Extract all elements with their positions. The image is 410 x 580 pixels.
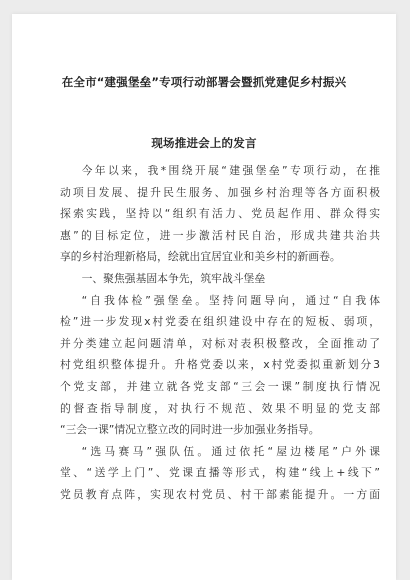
document-page — [12, 14, 396, 580]
body-line: 堂、“送学上门”、党课直播等形式，构建“线上+线下” — [60, 466, 380, 480]
body-line: 今年以来，我*围绕开展“建强堡垒”专项行动，在推 — [81, 164, 380, 177]
document-title-line-2: 现场推进会上的发言 — [151, 136, 257, 150]
section-heading: 一、聚焦强基固本争先，筑牢战斗堡垒 — [81, 271, 266, 285]
body-line: 动项目发展、提升民生服务、加强乡村治理等各方面积极 — [60, 185, 380, 199]
body-line: “三会一课”情况立整立改的同时进一步加强业务指导。 — [60, 423, 320, 437]
body-line: 并分类建立起问题清单，对标对表积极整改，全面推动了 — [60, 336, 380, 350]
body-line: 享的乡村治理新格局，绘就出宜居宜业和美乡村的新画卷。 — [60, 250, 341, 264]
body-line: 个党支部，并建立就各党支部“三会一课”制度执行情况 — [60, 379, 380, 393]
body-line: 党员教育点阵，实现农村党员、村干部素能提升。一方面 — [60, 487, 380, 501]
document-body — [60, 160, 380, 506]
body-line: 惠”的目标定位，进一步激活村民自治，形成共建共治共 — [60, 228, 380, 242]
body-line: 探索实践，坚持以“组织有活力、党员起作用、群众得实 — [60, 207, 380, 221]
body-line: 的督查指导制度，对执行不规范、效果不明显的党支部 — [60, 401, 380, 415]
body-line: “选马赛马”强队伍。通过依托“屋边楼尾”户外课 — [81, 444, 380, 458]
body-line: “自我体检”强堡垒。坚持问题导向，通过“自我体 — [81, 293, 380, 307]
body-line: 检”进一步发现x村党委在组织建设中存在的短板、弱项， — [60, 315, 380, 329]
body-line: 村党组织整体提升。升格党委以来，x村党委拟重新划分3 — [60, 358, 380, 372]
document-title-line-1: 在全市“建强堡垒”专项行动部署会暨抓党建促乡村振兴 — [61, 75, 347, 89]
